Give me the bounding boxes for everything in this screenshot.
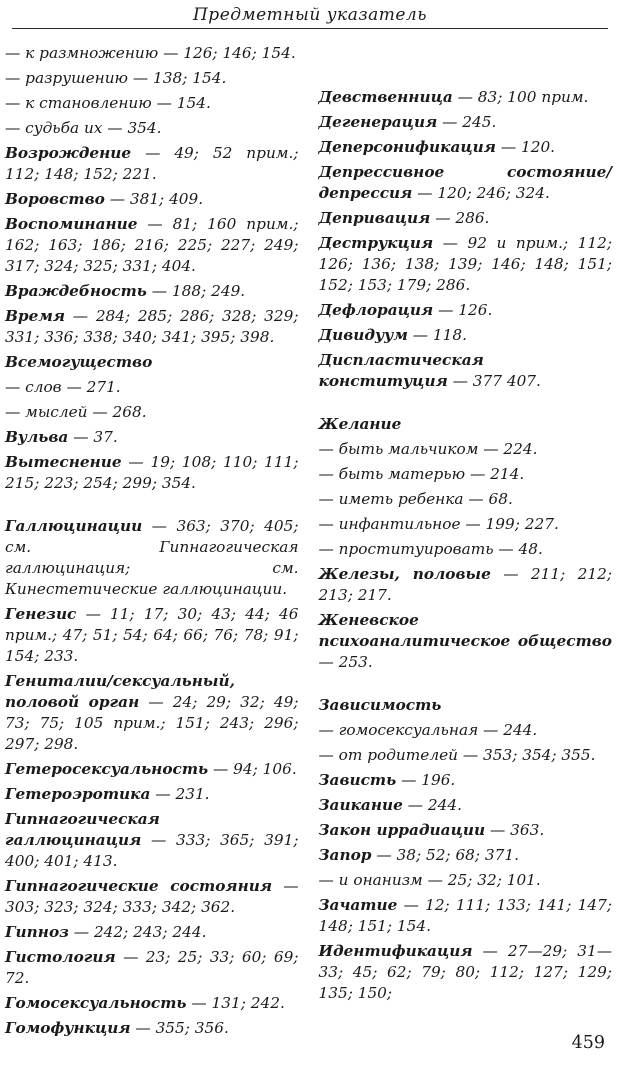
index-entry [319,325,613,346]
index-term: Дегенерация [318,113,438,131]
index-term: Идентификация [318,942,473,960]
index-term: Гомосексуальность [5,994,187,1012]
index-term: Девственница [318,88,453,106]
index-entry [319,820,613,841]
index-term: Время [5,307,66,325]
index-entry [319,137,613,158]
index-refs: — 27—29; 31—33; 45; 62; 79; 80; 112; 127; 129; 135; 150; [318,942,612,1002]
page-header-title: Предметный указатель [192,5,428,25]
index-term: Гипнагогическая галлюцинация [5,810,160,849]
index-entry [319,870,613,891]
index-refs: — 83; 100 прим. [452,88,589,106]
index-entry [5,377,299,398]
page-number: 459 [571,1033,605,1053]
index-entry [5,922,299,943]
index-term: Депривация [318,209,431,227]
index-entry [5,189,299,210]
index-entry [319,610,613,673]
index-refs: — 37. [68,428,118,446]
index-entry [319,464,613,485]
index-refs: — к размножению — 126; 146; 154. [5,44,296,62]
index-term: Зачатие [318,896,398,914]
index-refs: — 24; 29; 32; 49; 73; 75; 105 прим.; 151; 243; 296; 297; 298. [5,693,299,753]
index-term: Гипнагогические состояния [5,877,273,895]
index-term: Заикание [318,796,403,814]
index-refs: — 284; 285; 286; 328; 329; 331; 336; 338; 340; 341; 395; 398. [5,307,299,346]
index-entry [5,604,299,667]
index-entry [5,947,299,989]
index-refs: — 188; 249. [146,282,246,300]
index-columns [0,29,620,1043]
index-refs: — 333; 365; 391; 400; 401; 413. [5,831,299,870]
index-refs: — 303; 323; 324; 333; 342; 362. [5,877,299,916]
index-column-right [319,43,613,1043]
index-refs: — и онанизм — 25; 32; 101. [318,871,541,889]
index-term: Желание [318,415,402,433]
index-refs: — к становлению — 154. [5,94,211,112]
index-refs: — быть мальчиком — 224. [318,440,538,458]
index-refs: — 253. [318,653,373,671]
index-refs: — 231. [150,785,210,803]
index-refs: — 244. [402,796,462,814]
index-entry [319,770,613,791]
index-refs: — 38; 52; 68; 371. [371,846,519,864]
index-entry [319,439,613,460]
index-refs: — 120; 246; 324. [412,184,550,202]
index-term: Враждебность [5,282,147,300]
index-term: Дивидуум [318,326,408,344]
index-entry [5,93,299,114]
index-refs: — 381; 409. [104,190,204,208]
index-entry [5,516,299,600]
index-term: Воровство [5,190,105,208]
index-term: Зависимость [318,696,442,714]
index-refs: — 81; 160 прим.; 162; 163; 186; 216; 225; 227; 249; 317; 324; 325; 331; 404. [5,215,299,275]
index-refs: — 131; 242. [186,994,285,1012]
index-entry [319,845,613,866]
index-entry [319,208,613,229]
index-term: Деструкция [318,234,434,252]
index-term: Вытеснение [5,453,122,471]
index-refs: — 23; 25; 33; 60; 69; 72. [5,948,299,987]
index-term: Вульва [5,428,69,446]
index-refs: — 120. [495,138,556,156]
index-refs: — 286. [430,209,490,227]
index-entry [5,452,299,494]
index-refs: — 12; 111; 133; 141; 147; 148; 151; 154. [318,896,612,935]
index-term: Гомофункция [5,1019,131,1037]
index-refs: — от родителей — 353; 354; 355. [318,746,596,764]
index-entry [5,214,299,277]
index-entry [319,720,613,741]
index-entry [5,759,299,780]
index-refs: — 211; 212; 213; 217. [318,565,612,604]
index-entry [319,87,613,108]
index-entry [319,941,613,1004]
index-term: Деперсонификация [318,138,496,156]
index-entry [5,143,299,185]
index-refs: — 19; 108; 110; 111; 215; 223; 254; 299; 354. [5,453,299,492]
index-term: Всемогущество [5,353,153,371]
index-term: Депрессивное состояние/депрессия [318,163,612,202]
index-entry [5,784,299,805]
index-entry [5,993,299,1014]
index-term: Дефлорация [318,301,434,319]
index-refs: — иметь ребенка — 68. [318,490,513,508]
index-entry [5,402,299,423]
index-entry [5,809,299,872]
index-refs: — 11; 17; 30; 43; 44; 46 прим.; 47; 51; 54; 64; 66; 76; 78; 91; 154; 233. [5,605,299,665]
index-term: Галлюцинации [5,517,143,535]
index-refs: — инфантильное — 199; 227. [318,515,559,533]
index-term: Возрождение [5,144,132,162]
index-refs: — быть матерью — 214. [318,465,525,483]
index-entry [319,795,613,816]
index-entry [319,350,613,392]
index-term: Генезис [5,605,77,623]
page-header [0,0,620,25]
index-term: Женевское психоаналитическое общество [318,611,612,650]
index-refs: — 118. [407,326,467,344]
index-entry [5,876,299,918]
index-term: Гетеросексуальность [5,760,209,778]
index-entry [319,514,613,535]
index-refs: — 377 407. [447,372,541,390]
index-refs: — гомосексуальная — 244. [318,721,538,739]
index-refs: — 49; 52 прим.; 112; 148; 152; 221. [5,144,299,183]
index-term: Запор [318,846,372,864]
index-entry [5,1018,299,1039]
index-entry [5,352,299,373]
index-term: Диспластическая конституция [318,351,484,390]
index-entry [319,300,613,321]
index-term: Воспоминание [5,215,138,233]
index-term: Гипноз [5,923,69,941]
index-refs: — разрушению — 138; 154. [5,69,227,87]
index-term: Закон иррадиации [318,821,486,839]
index-term: Железы, половые [318,565,491,583]
index-entry [319,162,613,204]
index-refs: — 355; 356. [130,1019,229,1037]
index-entry [5,281,299,302]
index-entry [319,564,613,606]
index-entry [5,68,299,89]
index-refs: — судьба их — 354. [5,119,162,137]
index-refs: — 92 и прим.; 112; 126; 136; 138; 139; 146; 148; 151; 152; 153; 179; 286. [318,234,612,294]
index-entry [319,745,613,766]
index-entry [319,895,613,937]
index-entry [5,306,299,348]
index-entry [319,489,613,510]
index-entry [5,671,299,755]
index-refs: — 126. [433,301,493,319]
index-entry [319,233,613,296]
index-refs: — 196. [396,771,456,789]
index-refs: — 245. [437,113,497,131]
index-refs: — проституировать — 48. [318,540,543,558]
index-refs: — мыслей — 268. [5,403,147,421]
index-entry [5,43,299,64]
index-entry [319,695,613,716]
index-refs: — 363. [485,821,545,839]
index-entry [5,427,299,448]
index-term: Зависть [318,771,397,789]
index-term: Гениталии/сексуальный, половой орган [5,672,235,711]
index-entry [319,539,613,560]
index-entry [319,414,613,435]
index-refs: — слов — 271. [5,378,121,396]
index-refs: — 363; 370; 405; см. Гипнагогическая галлюцинация; см. Кинестетические галлюцинации. [5,517,299,598]
index-term: Гетероэротика [5,785,151,803]
index-entry [319,112,613,133]
index-column-left [5,43,299,1043]
index-entry [5,118,299,139]
index-refs: — 94; 106. [208,760,297,778]
index-term: Гистология [5,948,116,966]
index-refs: — 242; 243; 244. [68,923,207,941]
